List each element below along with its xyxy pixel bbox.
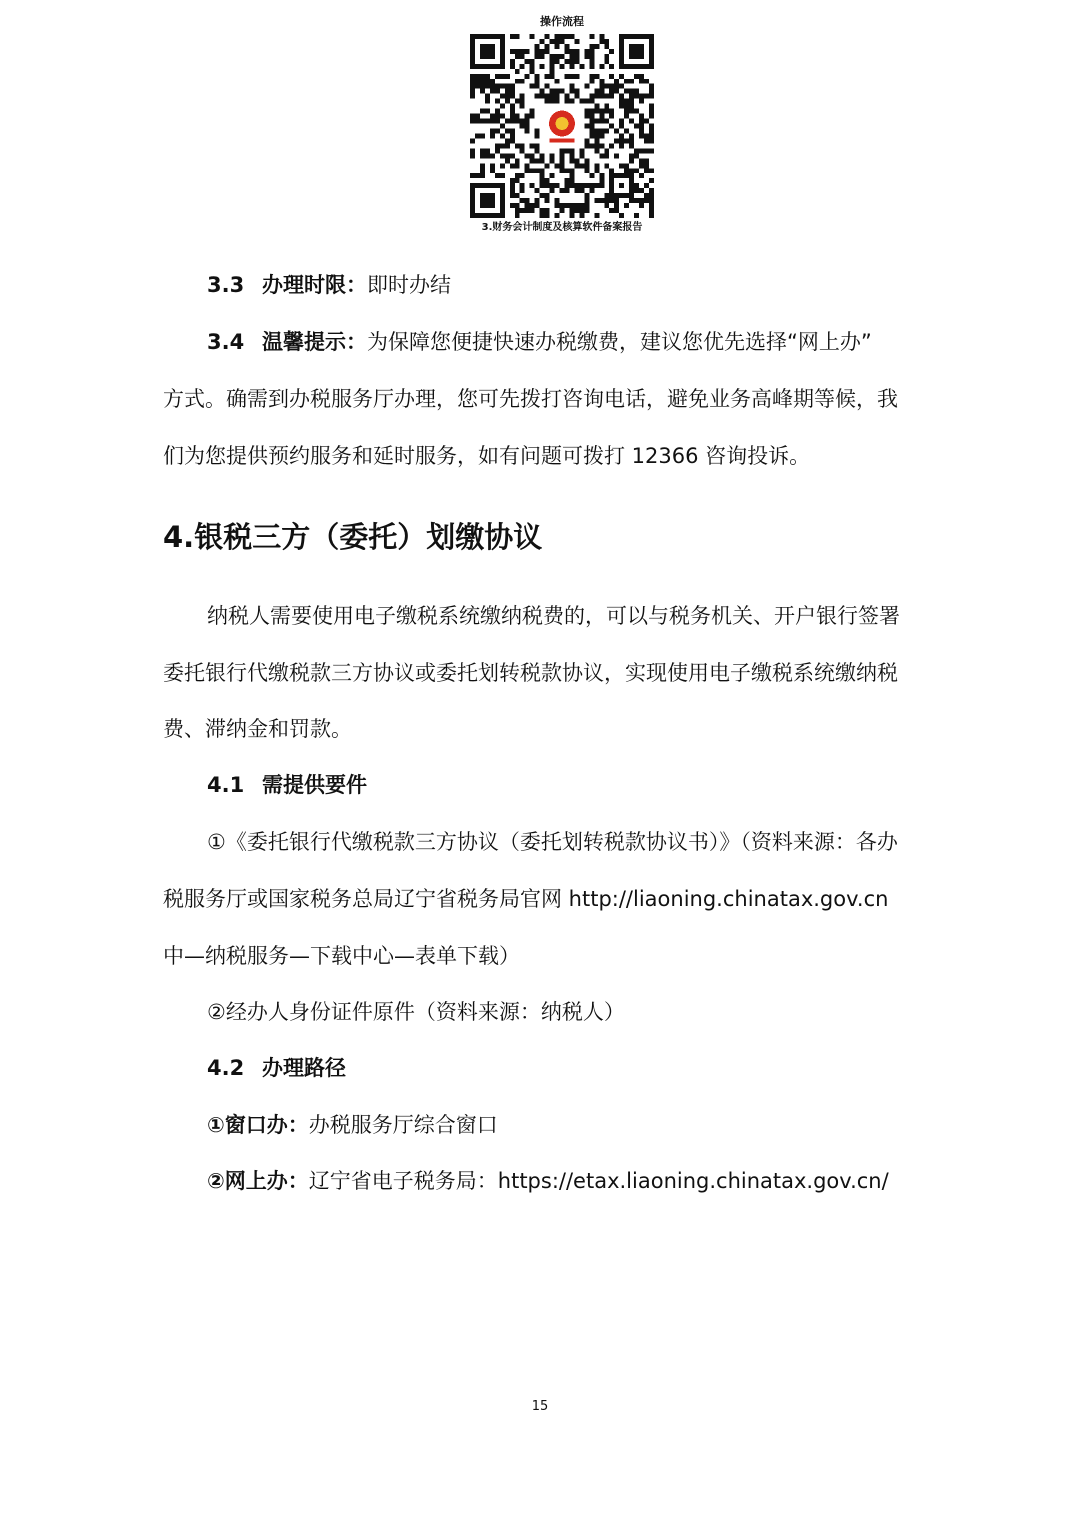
- list-item-line: 中—纳税服务—下载中心—表单下载）: [163, 944, 520, 968]
- list-item: ②经办人身份证件原件（资料来源：纳税人）: [207, 1000, 625, 1024]
- qr-code-block: [466, 14, 658, 235]
- list-item-label: ①窗口办：: [207, 1113, 309, 1137]
- qr-caption: 3.财务会计制度及核算软件备案报告: [481, 222, 643, 233]
- list-item: [207, 1166, 889, 1196]
- list-item-label: ②网上办：: [207, 1169, 309, 1193]
- tax-emblem-icon: [542, 106, 582, 146]
- section-3-4: [207, 327, 872, 357]
- list-item-line: ①《委托银行代缴税款三方协议（委托划转税款协议书）》（资料来源：各办: [207, 830, 898, 854]
- section-number: 3.4: [207, 330, 245, 354]
- section-4-2: [207, 1053, 346, 1083]
- section-number: 4.2: [207, 1056, 245, 1080]
- section-text: 即时办结: [367, 273, 451, 297]
- section-3-3: [207, 270, 451, 300]
- list-item-text[interactable]: 辽宁省电子税务局：https://etax.liaoning.chinatax.gov.cn/: [308, 1169, 889, 1193]
- qr-title: 操作流程: [540, 15, 584, 28]
- section-number: 3.3: [207, 273, 245, 297]
- qr-code-image[interactable]: [470, 34, 654, 218]
- section-label: 办理时限：: [262, 273, 367, 297]
- section-4-heading: 4.银税三方（委托）划缴协议: [163, 520, 543, 554]
- list-item-line: 税服务厅或国家税务总局辽宁省税务局官网 http://liaoning.chinatax.gov.cn: [163, 887, 889, 911]
- paragraph-line: 委托银行代缴税款三方协议或委托划转税款协议，实现使用电子缴税系统缴纳税: [163, 661, 898, 685]
- section-4-1: [207, 770, 367, 800]
- section-number: 4.1: [207, 773, 245, 797]
- paragraph-line: 们为您提供预约服务和延时服务，如有问题可拨打 12366 咨询投诉。: [163, 444, 811, 468]
- paragraph-line: 方式。确需到办税服务厅办理，您可先拨打咨询电话，避免业务高峰期等候，我: [163, 387, 898, 411]
- section-label: 办理路径: [262, 1056, 346, 1080]
- list-item-text: 办税服务厅综合窗口: [308, 1113, 498, 1137]
- section-label: 需提供要件: [262, 773, 367, 797]
- paragraph-line: 为保障您便捷快速办税缴费，建议您优先选择“网上办”: [367, 330, 872, 354]
- paragraph-line: 纳税人需要使用电子缴税系统缴纳税费的，可以与税务机关、开户银行签署: [207, 604, 900, 628]
- page-number: 15: [531, 1399, 549, 1414]
- paragraph-line: 费、滞纳金和罚款。: [163, 717, 352, 741]
- list-item: [207, 1110, 498, 1140]
- section-label: 温馨提示：: [262, 330, 367, 354]
